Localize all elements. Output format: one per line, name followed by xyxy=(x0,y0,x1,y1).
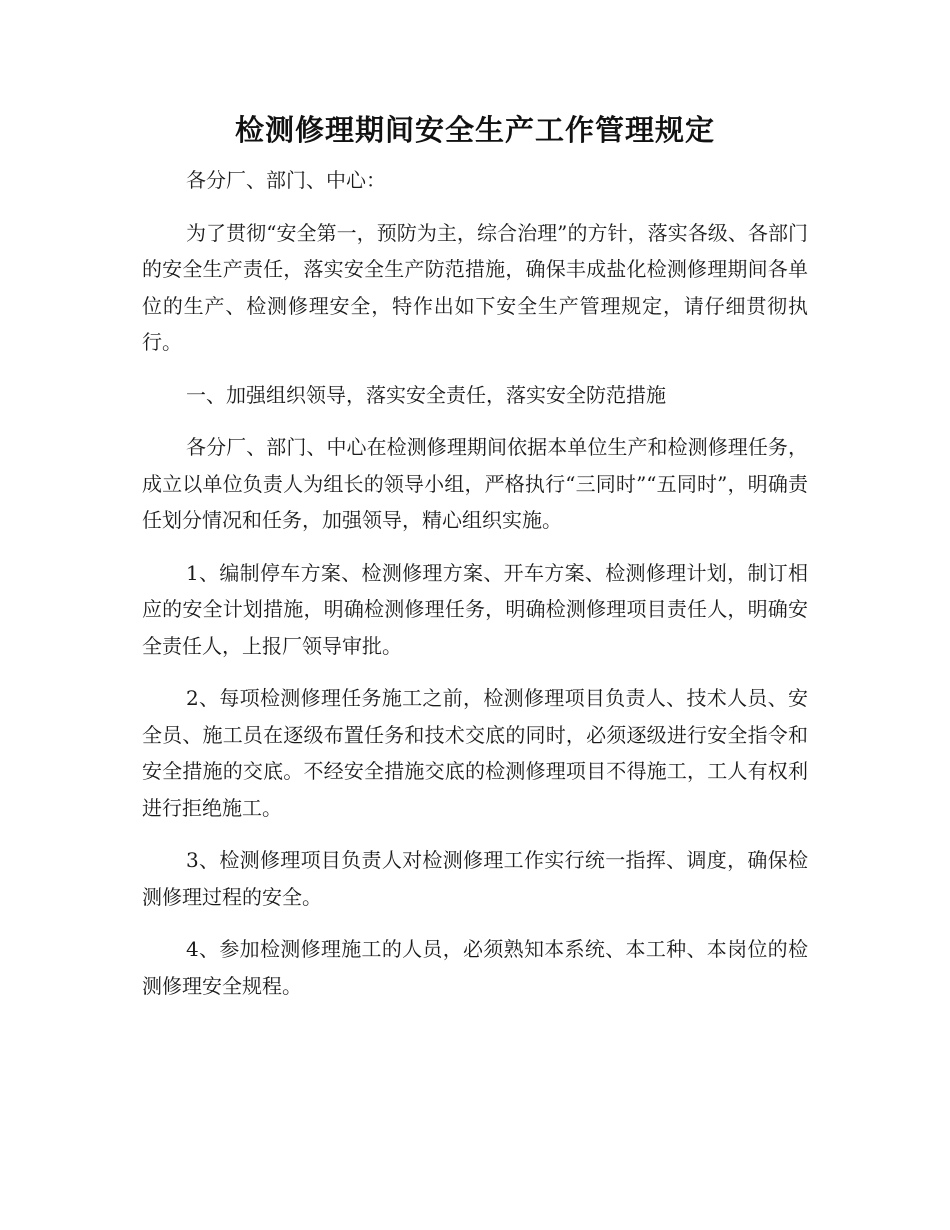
section-heading-1: 一、加强组织领导，落实安全责任，落实安全防范措施 xyxy=(186,382,666,407)
document-title: 检测修理期间安全生产工作管理规定 xyxy=(234,113,715,147)
item-3-paragraph: 3、检测修理项目负责人对检测修理工作实行统一指挥、调度，确保检测修理过程的安全。 xyxy=(142,848,808,909)
item-2-paragraph: 2、每项检测修理任务施工之前，检测修理项目负责人、技术人员、安全员、施工员在逐级布置任务和技术交底的同时，必须逐级进行安全指令和安全措施的交底。不经安全措施交底的检测修理项目不得施工，工人有权利进行拒绝施工。 xyxy=(142,686,808,820)
item-4-paragraph: 4、参加检测修理施工的人员，必须熟知本系统、本工种、本岗位的检测修理安全规程。 xyxy=(142,937,808,998)
document-body xyxy=(142,162,808,1020)
section-1-paragraph: 各分厂、部门、中心在检测修理期间依据本单位生产和检测修理任务，成立以单位负责人为组长的领导小组，严格执行“三同时”“五同时”，明确责任划分情况和任务，加强领导，精心组织实施。 xyxy=(142,435,808,532)
salutation: 各分厂、部门、中心： xyxy=(186,168,386,192)
intro-paragraph: 为了贯彻“安全第一，预防为主，综合治理”的方针，落实各级、各部门的安全生产责任，落实安全生产防范措施，确保丰成盐化检测修理期间各单位的生产、检测修理安全，特作出如下安全生产管理规定，请仔细贯彻执行。 xyxy=(142,220,808,354)
item-1-paragraph: 1、编制停车方案、检测修理方案、开车方案、检测修理计划，制订相应的安全计划措施，明确检测修理任务，明确检测修理项目责任人，明确安全责任人，上报厂领导审批。 xyxy=(142,560,808,658)
